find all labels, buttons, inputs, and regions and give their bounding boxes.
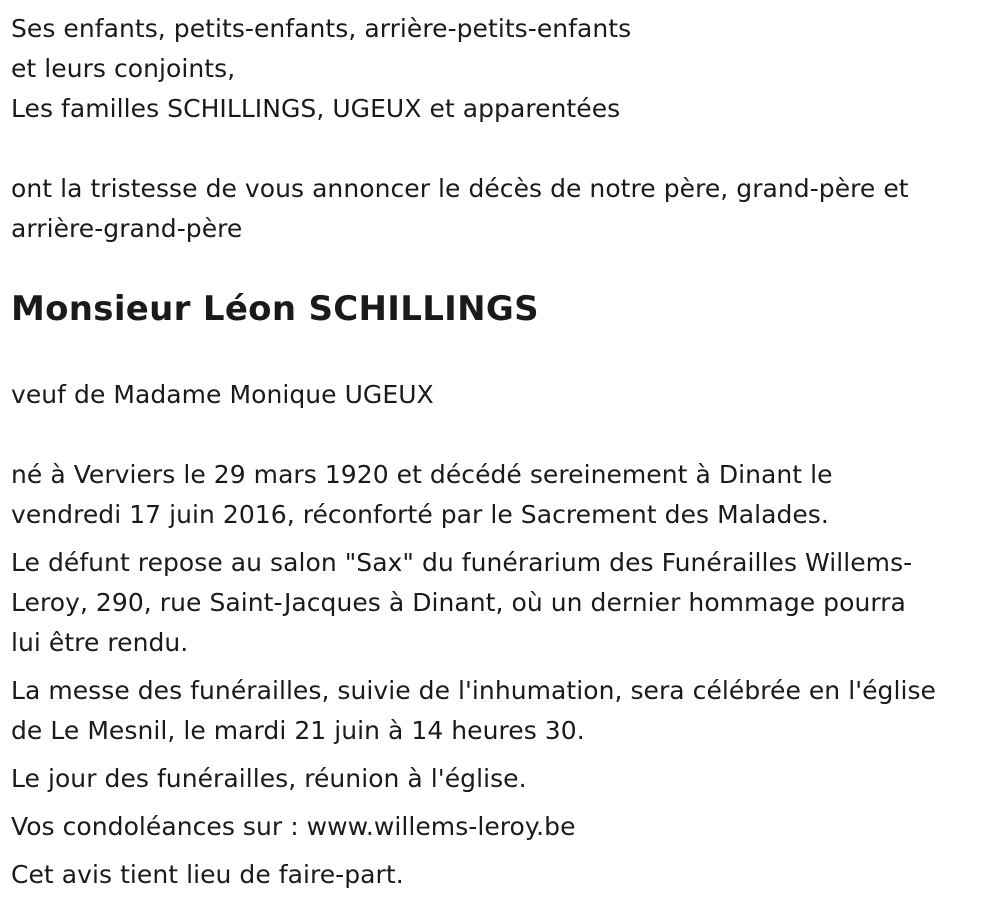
condolences-block	[11, 807, 975, 847]
faire-part-block	[11, 855, 975, 895]
family-block	[11, 9, 975, 129]
meeting-block	[11, 759, 975, 799]
birth-death-line-1: né à Verviers le 29 mars 1920 et décédé sereinement à Dinant le	[11, 460, 833, 489]
mass-line-2: de Le Mesnil, le mardi 21 juin à 14 heures 30.	[11, 716, 585, 745]
family-line-children: Ses enfants, petits-enfants, arrière-petits-enfants	[11, 14, 632, 43]
deceased-name: Monsieur Léon SCHILLINGS	[11, 289, 539, 329]
birth-death-block	[11, 455, 975, 535]
widower-block	[11, 375, 975, 415]
mass-block	[11, 671, 975, 751]
mass-line-1: La messe des funérailles, suivie de l'inhumation, sera célébrée en l'église	[11, 676, 936, 705]
repose-line-3: lui être rendu.	[11, 628, 189, 657]
birth-death-line-2: vendredi 17 juin 2016, réconforté par le Sacrement des Malades.	[11, 500, 829, 529]
family-line-spouses: et leurs conjoints,	[11, 54, 236, 83]
meeting-line: Le jour des funérailles, réunion à l'église.	[11, 764, 527, 793]
family-line-families: Les familles SCHILLINGS, UGEUX et apparentées	[11, 94, 621, 123]
announcement-block	[11, 169, 975, 249]
repose-block	[11, 543, 975, 663]
condolences-line: Vos condoléances sur : www.willems-leroy.be	[11, 812, 576, 841]
repose-line-2: Leroy, 290, rue Saint-Jacques à Dinant, où un dernier hommage pourra	[11, 588, 906, 617]
widower-of: veuf de Madame Monique UGEUX	[11, 380, 434, 409]
announcement-line-2: arrière-grand-père	[11, 214, 243, 243]
announcement-line-1: ont la tristesse de vous annoncer le décès de notre père, grand-père et	[11, 174, 909, 203]
faire-part-line: Cet avis tient lieu de faire-part.	[11, 860, 404, 889]
repose-line-1: Le défunt repose au salon "Sax" du funérarium des Funérailles Willems-	[11, 548, 913, 577]
